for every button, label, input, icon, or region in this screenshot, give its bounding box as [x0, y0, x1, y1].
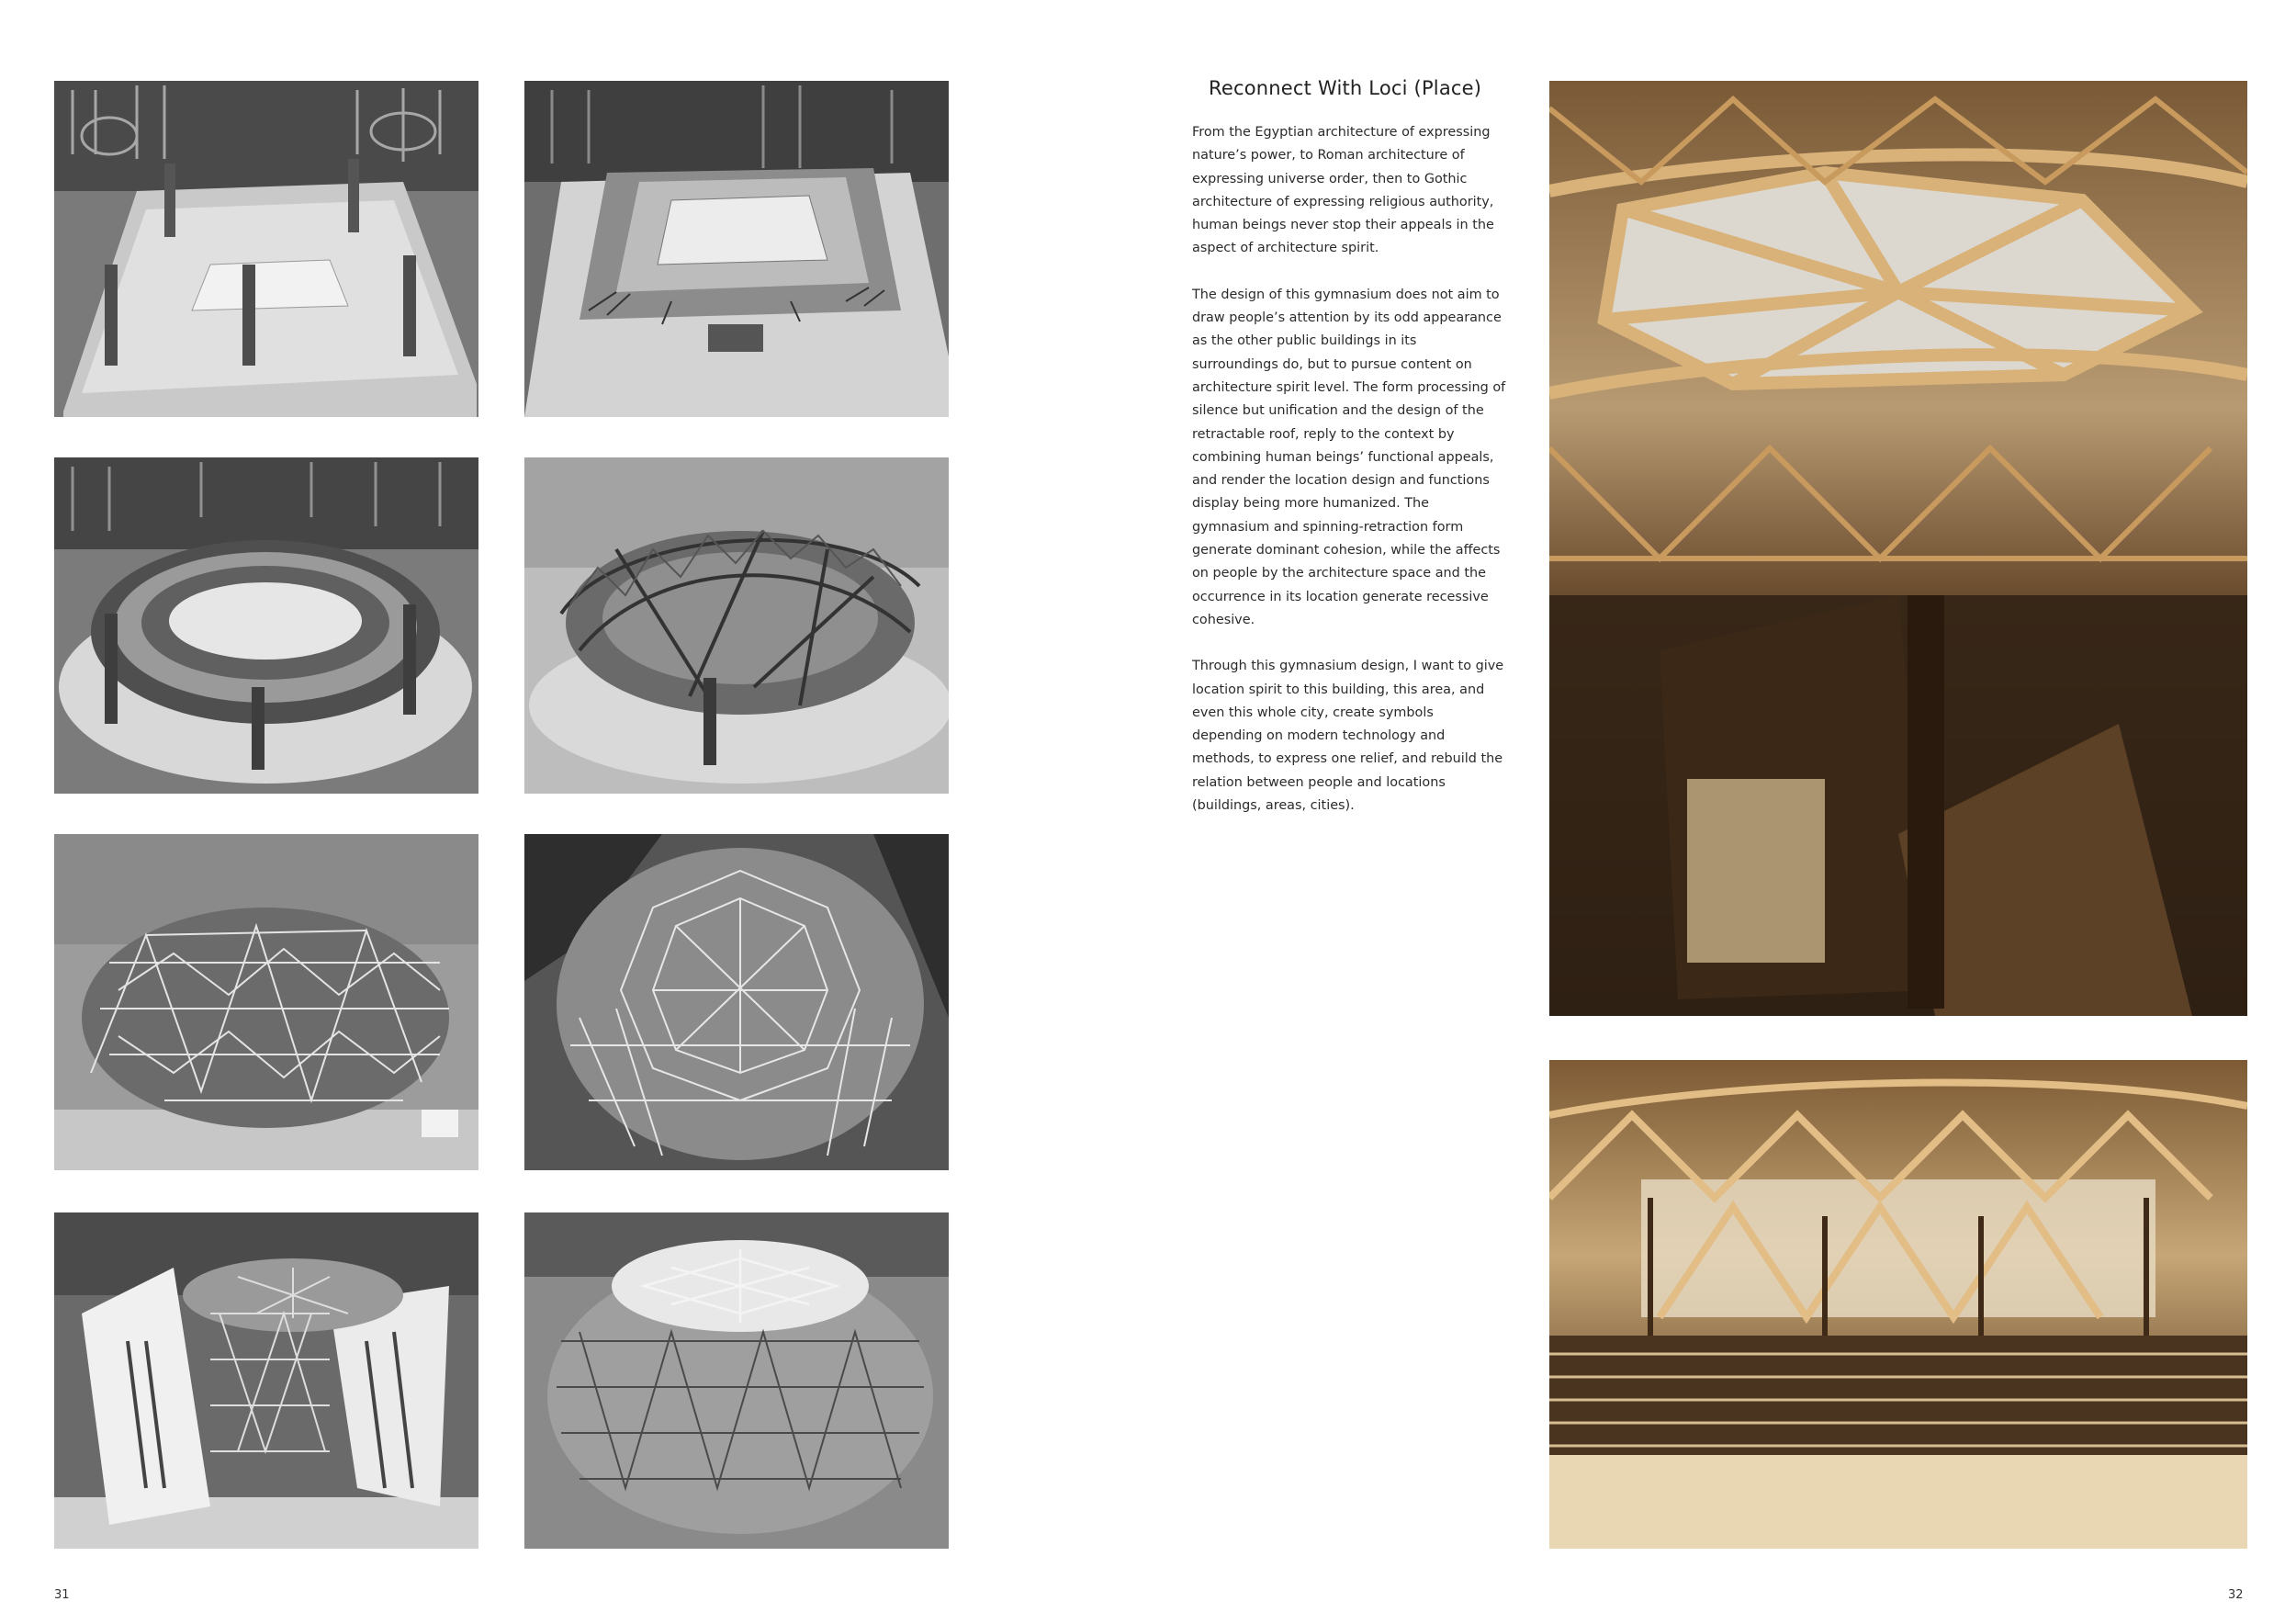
- photo-art: [524, 1212, 949, 1549]
- interior-photo-seating: [1549, 1060, 2247, 1549]
- paragraph-1: From the Egyptian architecture of expressing nature’s power, to Roman architecture of expressing universe order, then to Gothic architecture of expressing religious authority, human beings never stop their appeals in the aspect of architecture spirit.: [1192, 125, 1494, 256]
- model-photo-base-columns: [54, 81, 478, 417]
- model-photo-octagon-roof: [524, 834, 949, 1170]
- model-photo-stadium-bowl: [54, 457, 478, 794]
- photo-art: [524, 834, 949, 1170]
- photo-art: [54, 834, 478, 1170]
- photo-art: [1549, 81, 2247, 1016]
- photo-art: [54, 457, 478, 794]
- body-text: [1192, 121, 1506, 840]
- interior-photo-roof-truss: [1549, 81, 2247, 1016]
- photo-art: [524, 457, 949, 794]
- photo-art: [54, 1212, 478, 1549]
- photo-art: [54, 81, 478, 417]
- paragraph-2: The design of this gymnasium does not aim to draw people’s attention by its odd appearance as the other public buildings in its surroundings do, but to pursue content on architecture spirit level. The form processing of silence but unification and the design of the retractable roof, reply to the context by combining human beings’ functional appeals, and render the location design and functions display being more humanized. The gymnasium and spinning-retraction form generate dominant cohesion, while the affects on people by the architecture space and the occurrence in its location generate recessive cohesive.: [1192, 287, 1506, 627]
- page-number-left: 31: [54, 1588, 70, 1602]
- model-photo-folded-panels: [54, 1212, 478, 1549]
- page-number-right: 32: [2228, 1588, 2244, 1602]
- section-title: Reconnect With Loci (Place): [1209, 77, 1482, 99]
- model-photo-lattice-shell: [54, 834, 478, 1170]
- model-photo-truss-ring: [524, 457, 949, 794]
- photo-art: [524, 81, 949, 417]
- photo-art: [1549, 1060, 2247, 1549]
- paragraph-3: Through this gymnasium design, I want to give location spirit to this building, this area, and even this whole city, create symbols depending on modern technology and methods, to express one relief, and rebuild the relation between people and locations (buildings, areas, cities).: [1192, 659, 1504, 814]
- model-photo-lattice-complete: [524, 1212, 949, 1549]
- model-photo-seating-tiers: [524, 81, 949, 417]
